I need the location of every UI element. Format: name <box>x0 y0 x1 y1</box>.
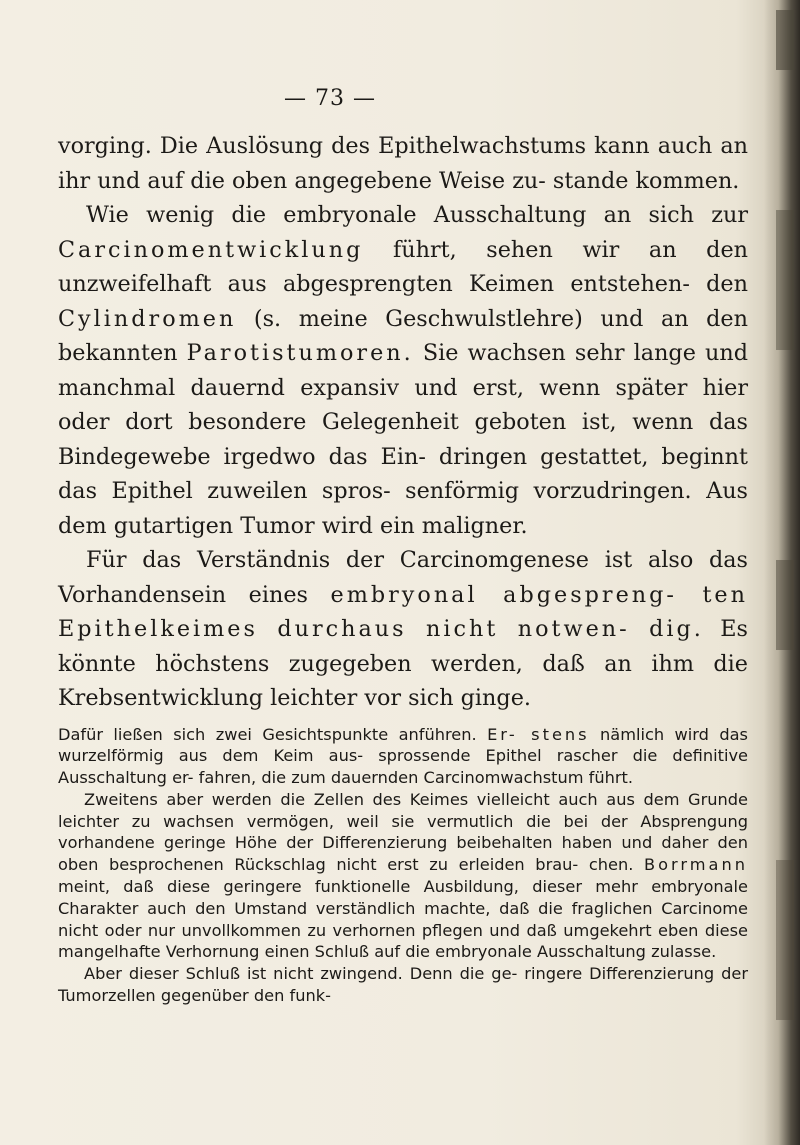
text-run: Es könnte höchstens zugegeben werden, daß an ihm die Krebsentwicklung leichter vor sich ginge. <box>58 616 749 711</box>
small-print-text <box>58 724 748 1007</box>
text-run: führt, sehen wir an den unzweifelhaft aus abgesprengten Keimen entstehen- den <box>58 236 748 297</box>
text-run: Dafür ließen sich zwei Gesichtspunkte anführen. <box>58 724 488 744</box>
paragraph-1: vorging. Die Auslösung des Epithelwachstums kann auch an ihr und auf die oben angegebene Weise zu- stande kommen. <box>58 133 748 194</box>
text-run: nämlich wird das wurzelförmig aus dem Keim aus- sprossende Epithel rascher die definitive Ausschaltung er- fahren, die zum dauernden Carcinomwachstum führt. <box>58 724 748 788</box>
spaced-term: Er- stens <box>487 724 590 744</box>
paragraph-2 <box>58 198 748 543</box>
page-edge-mark <box>776 860 794 1020</box>
small-paragraph-2 <box>58 789 748 963</box>
spaced-term: embryonal abgespreng- ten Epithelkeimes durchaus nicht notwen- dig. <box>58 581 748 642</box>
text-run: Sie wachsen sehr lange und manchmal dauernd expansiv und erst, wenn später hier oder dort besondere Gelegenheit geboten ist, wenn das Bindegewebe irgedwo das Ein- dringen gestattet, beginnt das Epithel zuweilen spros- senförmig vorzudringen. Aus dem gutartigen Tumor wird ein maligner. <box>58 340 748 539</box>
page-number: — 73 — <box>284 86 376 111</box>
spaced-term: Parotistumoren. <box>186 340 414 366</box>
text-run: Zweitens aber werden die Zellen des Keimes vielleicht auch aus dem Grunde leichter zu wachsen vermögen, weil sie vermutlich die bei der Absprengung vorhandene geringe Höhe der Differenzierung beibehalten haben und daher den oben besprochenen Rückschlag nicht erst zu erleiden brau- chen. <box>58 789 748 875</box>
main-text <box>58 129 748 716</box>
spaced-term: Borrmann <box>644 855 748 875</box>
text-run: Wie wenig die embryonale Ausschaltung an sich zur <box>86 202 748 228</box>
page-edge-mark <box>776 10 794 70</box>
body-text <box>58 129 748 1007</box>
page-edge-mark <box>776 560 794 650</box>
text-run: Für das Verständnis der Carcinomgenese ist also das Vorhandensein eines <box>58 547 748 608</box>
page-edge-mark <box>776 210 794 350</box>
spaced-term: Cylindromen <box>58 305 237 332</box>
small-paragraph-1 <box>58 724 748 789</box>
paragraph-3 <box>58 543 748 716</box>
spaced-term: Carcinomentwicklung <box>58 236 364 263</box>
text-run: (s. meine Geschwulstlehre) und an den bekannten <box>58 305 748 366</box>
text-run: meint, daß diese geringere funktionelle Ausbildung, dieser mehr embryonale Charakter auch den Umstand verständlich machte, daß die fraglichen Carcinome nicht oder nur unvollkommen zu verhornen pflegen und daß umgekehrt eben diese mangelhafte Verhornung einen Schluß auf die embryonale Ausschaltung zulasse. <box>58 877 748 962</box>
small-paragraph-3: Aber dieser Schluß ist nicht zwingend. Denn die ge- ringere Differenzierung der Tumorzellen gegenüber den funk- <box>58 964 748 1006</box>
